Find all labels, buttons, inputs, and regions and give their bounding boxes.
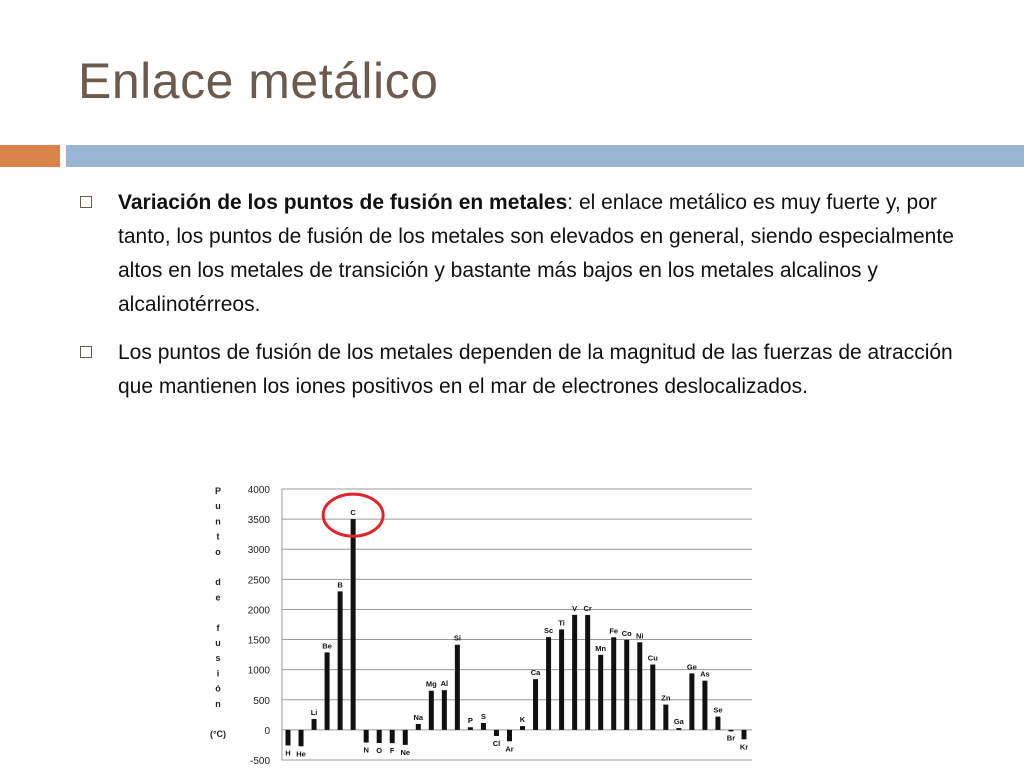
y-axis-label-letter: d <box>215 577 221 588</box>
bar-label-Sc: Sc <box>543 626 554 636</box>
y-tick-label: 2000 <box>247 605 270 617</box>
bar-Ga <box>676 728 681 730</box>
bar-label-V: V <box>572 603 578 613</box>
bar-label-Ca: Ca <box>530 668 541 678</box>
bar-label-Fe: Fe <box>609 626 619 636</box>
y-tick-label: 2500 <box>247 575 270 587</box>
accent-bar-orange <box>0 145 60 167</box>
bar-B <box>338 591 343 730</box>
bar-label-P: P <box>467 716 473 726</box>
bar-label-O: O <box>376 746 383 756</box>
bar-He <box>299 730 304 746</box>
bar-Cr <box>585 615 590 730</box>
bar-label-Kr: Kr <box>739 742 749 752</box>
bar-label-Se: Se <box>713 705 723 715</box>
bullet-bold-text: Variación de los puntos de fusión en metales <box>118 191 568 214</box>
bar-Br <box>728 730 733 732</box>
y-tick-label: 1000 <box>247 665 270 677</box>
bar-label-Li: Li <box>310 707 318 717</box>
bar-label-Br: Br <box>726 733 736 743</box>
bar-V <box>572 615 577 730</box>
y-tick-label: 0 <box>264 725 270 737</box>
y-axis-label-letter: (°C) <box>209 729 227 740</box>
bar-label-Ga: Ga <box>673 717 684 727</box>
bullet-list <box>80 186 980 418</box>
bar-label-Si: Si <box>453 633 461 643</box>
bar-P <box>468 727 473 730</box>
bar-Be <box>325 652 330 730</box>
bar-Zn <box>663 705 668 730</box>
bar-Mg <box>429 691 434 730</box>
y-tick-label: 3500 <box>247 515 270 527</box>
bar-label-Al: Al <box>440 679 449 689</box>
bar-label-Cr: Cr <box>583 604 592 614</box>
y-axis-label-letter: e <box>215 592 221 603</box>
bar-label-Ti: Ti <box>558 618 565 628</box>
bullet-item <box>80 186 980 322</box>
y-tick-label: 4000 <box>247 485 270 496</box>
square-bullet-icon <box>80 346 92 358</box>
bar-label-S: S <box>480 711 486 721</box>
bullet-item <box>80 336 980 404</box>
bar-Ni <box>637 642 642 730</box>
bar-Al <box>442 690 447 730</box>
y-axis-label-letter: o <box>215 546 221 557</box>
bar-label-H: H <box>285 748 291 758</box>
bar-label-K: K <box>519 715 526 725</box>
y-tick-label: 1500 <box>247 635 270 647</box>
bar-label-As: As <box>700 669 710 679</box>
bar-label-Cu: Cu <box>647 653 658 663</box>
bar-S <box>481 723 486 730</box>
bar-N <box>364 730 369 743</box>
bar-Ge <box>689 673 694 729</box>
bar-label-Na: Na <box>413 712 424 722</box>
bar-Cl <box>494 730 499 736</box>
bar-label-Ge: Ge <box>686 662 697 672</box>
bar-label-N: N <box>363 745 369 755</box>
bar-O <box>377 730 382 743</box>
bar-Li <box>312 719 317 730</box>
y-axis-label-letter: s <box>215 653 221 664</box>
accent-bar-blue <box>66 145 1024 167</box>
bar-label-F: F <box>389 746 395 756</box>
melting-point-chart <box>200 480 760 768</box>
bar-label-B: B <box>337 580 343 590</box>
y-tick-label: 500 <box>253 695 270 707</box>
bar-Ti <box>559 629 564 729</box>
bar-label-Ne: Ne <box>400 747 411 757</box>
bar-label-Ni: Ni <box>636 631 644 641</box>
bar-Cu <box>650 665 655 730</box>
bar-Si <box>455 645 460 730</box>
bar-K <box>520 726 525 730</box>
y-axis-label-letter: t <box>216 531 220 542</box>
y-axis-label-letter: n <box>215 516 221 527</box>
bullet-text: Los puntos de fusión de los metales dependen de la magnitud de las fuerzas de atracción que mantienen los iones positivos en el mar de electrones deslocalizados. <box>118 341 953 398</box>
y-tick-label: -500 <box>249 756 270 767</box>
bar-Kr <box>742 730 747 739</box>
y-axis-label-letter: n <box>215 698 221 709</box>
bar-label-He: He <box>296 749 306 759</box>
y-axis-label-letter: P <box>214 486 222 496</box>
bar-Co <box>624 640 629 730</box>
bar-Ne <box>403 730 408 745</box>
bar-C <box>351 519 356 730</box>
bar-Fe <box>611 637 616 730</box>
square-bullet-icon <box>80 196 92 208</box>
bar-Ca <box>533 679 538 730</box>
y-axis-label-letter: i <box>216 668 220 679</box>
bar-H <box>286 730 291 746</box>
bar-Mn <box>598 655 603 730</box>
bar-Ar <box>507 730 512 741</box>
bar-As <box>702 681 707 730</box>
bar-label-Cl: Cl <box>492 738 501 748</box>
y-axis-label-letter: u <box>215 638 221 648</box>
y-tick-label: 3000 <box>247 545 270 557</box>
bar-label-Co: Co <box>621 628 632 638</box>
bar-F <box>390 730 395 743</box>
bar-label-Be: Be <box>322 641 332 651</box>
bar-label-Mg: Mg <box>425 679 437 689</box>
bar-label-C: C <box>350 508 356 518</box>
bar-Se <box>715 717 720 730</box>
bar-label-Ar: Ar <box>505 744 514 754</box>
bullet-text: : el enlace metálico es muy fuerte y, por tanto, los puntos de fusión de los metales son elevados en general, siendo especialmente altos en los metales de transición y bastante más bajos en los metales alcalinos y alcalinotérreos. <box>118 191 954 316</box>
y-axis-label-letter: f <box>216 622 220 633</box>
y-axis-label-letter: u <box>215 501 221 512</box>
slide-title: Enlace metálico <box>78 53 439 109</box>
bar-Sc <box>546 637 551 730</box>
y-axis-label-letter: ó <box>215 683 221 694</box>
bar-Na <box>416 724 421 730</box>
bar-label-Zn: Zn <box>661 693 671 703</box>
bar-label-Mn: Mn <box>595 643 607 653</box>
